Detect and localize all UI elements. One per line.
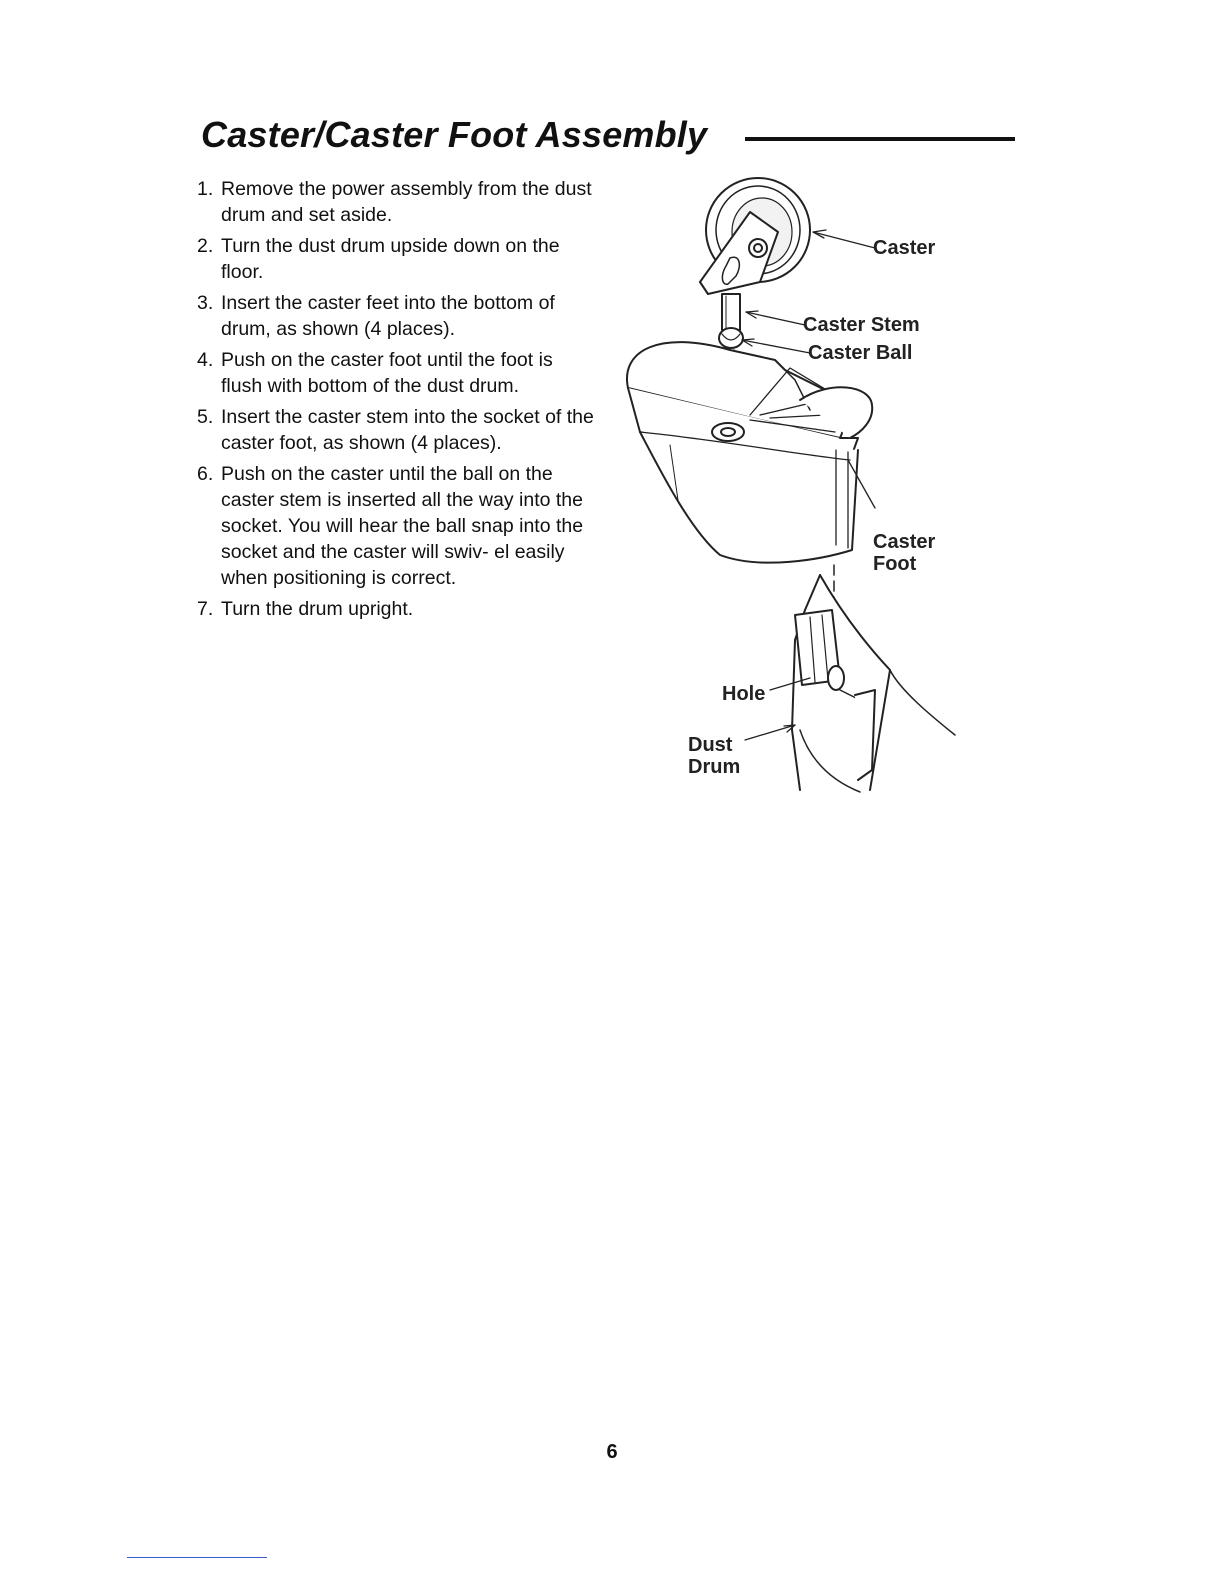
diagram-illustration — [600, 170, 980, 800]
step-item: 1. Remove the power assembly from the dust drum and set aside. — [197, 178, 592, 226]
step-item: 4. Push on the caster foot until the foot is flush with bottom of the dust drum. — [197, 349, 553, 397]
step-item: 6. Push on the caster until the ball on the caster stem is inserted all the way into the socket. You will hear the ball snap into the socket and the caster will swiv- el easily when positioning is correct. — [197, 463, 584, 589]
caster-stem-drawing — [719, 294, 743, 348]
step-item: 2. Turn the dust drum upside down on the floor. — [197, 235, 560, 283]
dust-drum-drawing — [792, 575, 955, 792]
step-item: 3. Insert the caster feet into the bottom of drum, as shown (4 places). — [197, 292, 555, 340]
label-caster-stem: Caster Stem — [803, 314, 920, 336]
assembly-diagram — [600, 170, 980, 800]
footer-rule — [127, 1557, 267, 1558]
label-caster: Caster — [873, 237, 936, 259]
label-dust-drum: Dust Drum — [688, 734, 741, 778]
page-title: Caster/Caster Foot Assembly — [201, 114, 708, 155]
caster-wheel-drawing — [700, 178, 810, 294]
title-rule — [745, 137, 1015, 141]
step-item: 5. Insert the caster stem into the socket of the caster foot, as shown (4 places). — [197, 406, 594, 454]
step-item: 7. Turn the drum upright. — [197, 598, 414, 620]
caster-foot-drawing — [627, 342, 872, 563]
instruction-list — [197, 176, 597, 627]
label-caster-ball: Caster Ball — [808, 342, 913, 364]
page-number: 6 — [606, 1441, 618, 1463]
label-caster-foot: Caster Foot — [873, 531, 936, 575]
label-hole: Hole — [722, 683, 766, 705]
